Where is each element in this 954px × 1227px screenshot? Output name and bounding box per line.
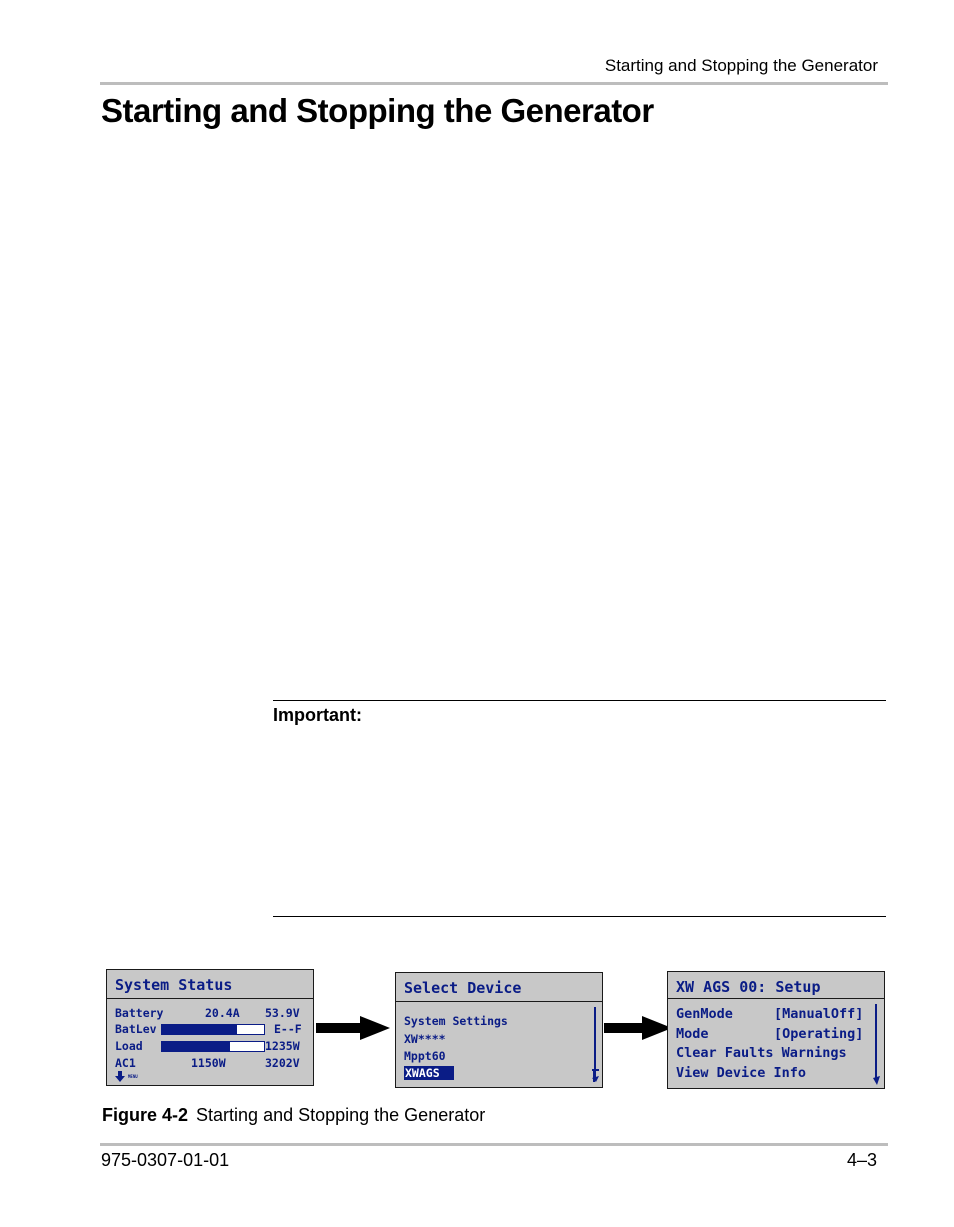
mode-label[interactable]: Mode bbox=[676, 1026, 709, 1042]
batlev-label: BatLev bbox=[115, 1022, 157, 1036]
lcd-separator bbox=[396, 1001, 602, 1002]
battery-voltage: 53.9V bbox=[265, 1006, 300, 1020]
lcd-title: System Status bbox=[115, 976, 233, 994]
important-top-rule bbox=[273, 700, 886, 701]
lcd-title: XW AGS 00: Setup bbox=[676, 978, 821, 996]
scroll-down-icon bbox=[872, 1074, 881, 1086]
running-head: Starting and Stopping the Generator bbox=[604, 56, 878, 75]
scrollbar[interactable] bbox=[875, 1004, 877, 1078]
lcd-separator bbox=[107, 998, 313, 999]
important-bottom-rule bbox=[273, 916, 886, 917]
clear-faults-item[interactable]: Clear Faults Warnings bbox=[676, 1045, 847, 1061]
lcd-separator bbox=[668, 998, 884, 999]
load-bar bbox=[161, 1041, 265, 1052]
battery-current: 20.4A bbox=[205, 1006, 240, 1020]
ac1-label: AC1 bbox=[115, 1056, 136, 1070]
figure-caption-text: Starting and Stopping the Generator bbox=[196, 1105, 486, 1125]
batlev-bar-fill bbox=[162, 1025, 237, 1034]
right-arrow-icon bbox=[604, 1016, 672, 1040]
load-label: Load bbox=[115, 1039, 143, 1053]
menu-hint: MENU bbox=[128, 1074, 138, 1079]
figure-label: Figure 4-2 bbox=[102, 1105, 189, 1125]
load-value: 1235W bbox=[265, 1039, 300, 1053]
lcd-title: Select Device bbox=[404, 979, 522, 997]
device-list-item[interactable]: System Settings bbox=[404, 1014, 508, 1028]
figure-caption bbox=[102, 1105, 485, 1126]
device-list-item[interactable]: Mppt60 bbox=[404, 1049, 446, 1063]
view-device-info-item[interactable]: View Device Info bbox=[676, 1065, 807, 1081]
down-arrow-icon bbox=[115, 1071, 125, 1082]
ac1-power: 1150W bbox=[191, 1056, 226, 1070]
lcd-select-device bbox=[395, 972, 603, 1088]
lcd-system-status bbox=[106, 969, 314, 1086]
ac1-voltage: 3202V bbox=[265, 1056, 300, 1070]
batlev-bar bbox=[161, 1024, 265, 1035]
genmode-label[interactable]: GenMode bbox=[676, 1006, 733, 1022]
device-list-item-selected[interactable]: XWAGS bbox=[404, 1066, 454, 1080]
load-bar-fill bbox=[162, 1042, 230, 1051]
important-label: Important: bbox=[273, 705, 362, 725]
right-arrow-icon bbox=[316, 1016, 390, 1040]
header-rule bbox=[100, 82, 888, 85]
page-number: 4–3 bbox=[846, 1150, 877, 1170]
battery-label: Battery bbox=[115, 1006, 164, 1020]
page-title: Starting and Stopping the Generator bbox=[101, 92, 654, 129]
mode-value[interactable]: [Operating] bbox=[774, 1026, 864, 1042]
footer-rule bbox=[100, 1143, 888, 1146]
lcd-ags-setup bbox=[667, 971, 885, 1089]
doc-number: 975-0307-01-01 bbox=[101, 1150, 230, 1170]
batlev-scale: E--F bbox=[274, 1022, 302, 1036]
device-list-item[interactable]: XW**** bbox=[404, 1032, 446, 1046]
genmode-value[interactable]: [ManualOff] bbox=[774, 1006, 864, 1022]
scroll-end-icon bbox=[591, 1069, 600, 1083]
